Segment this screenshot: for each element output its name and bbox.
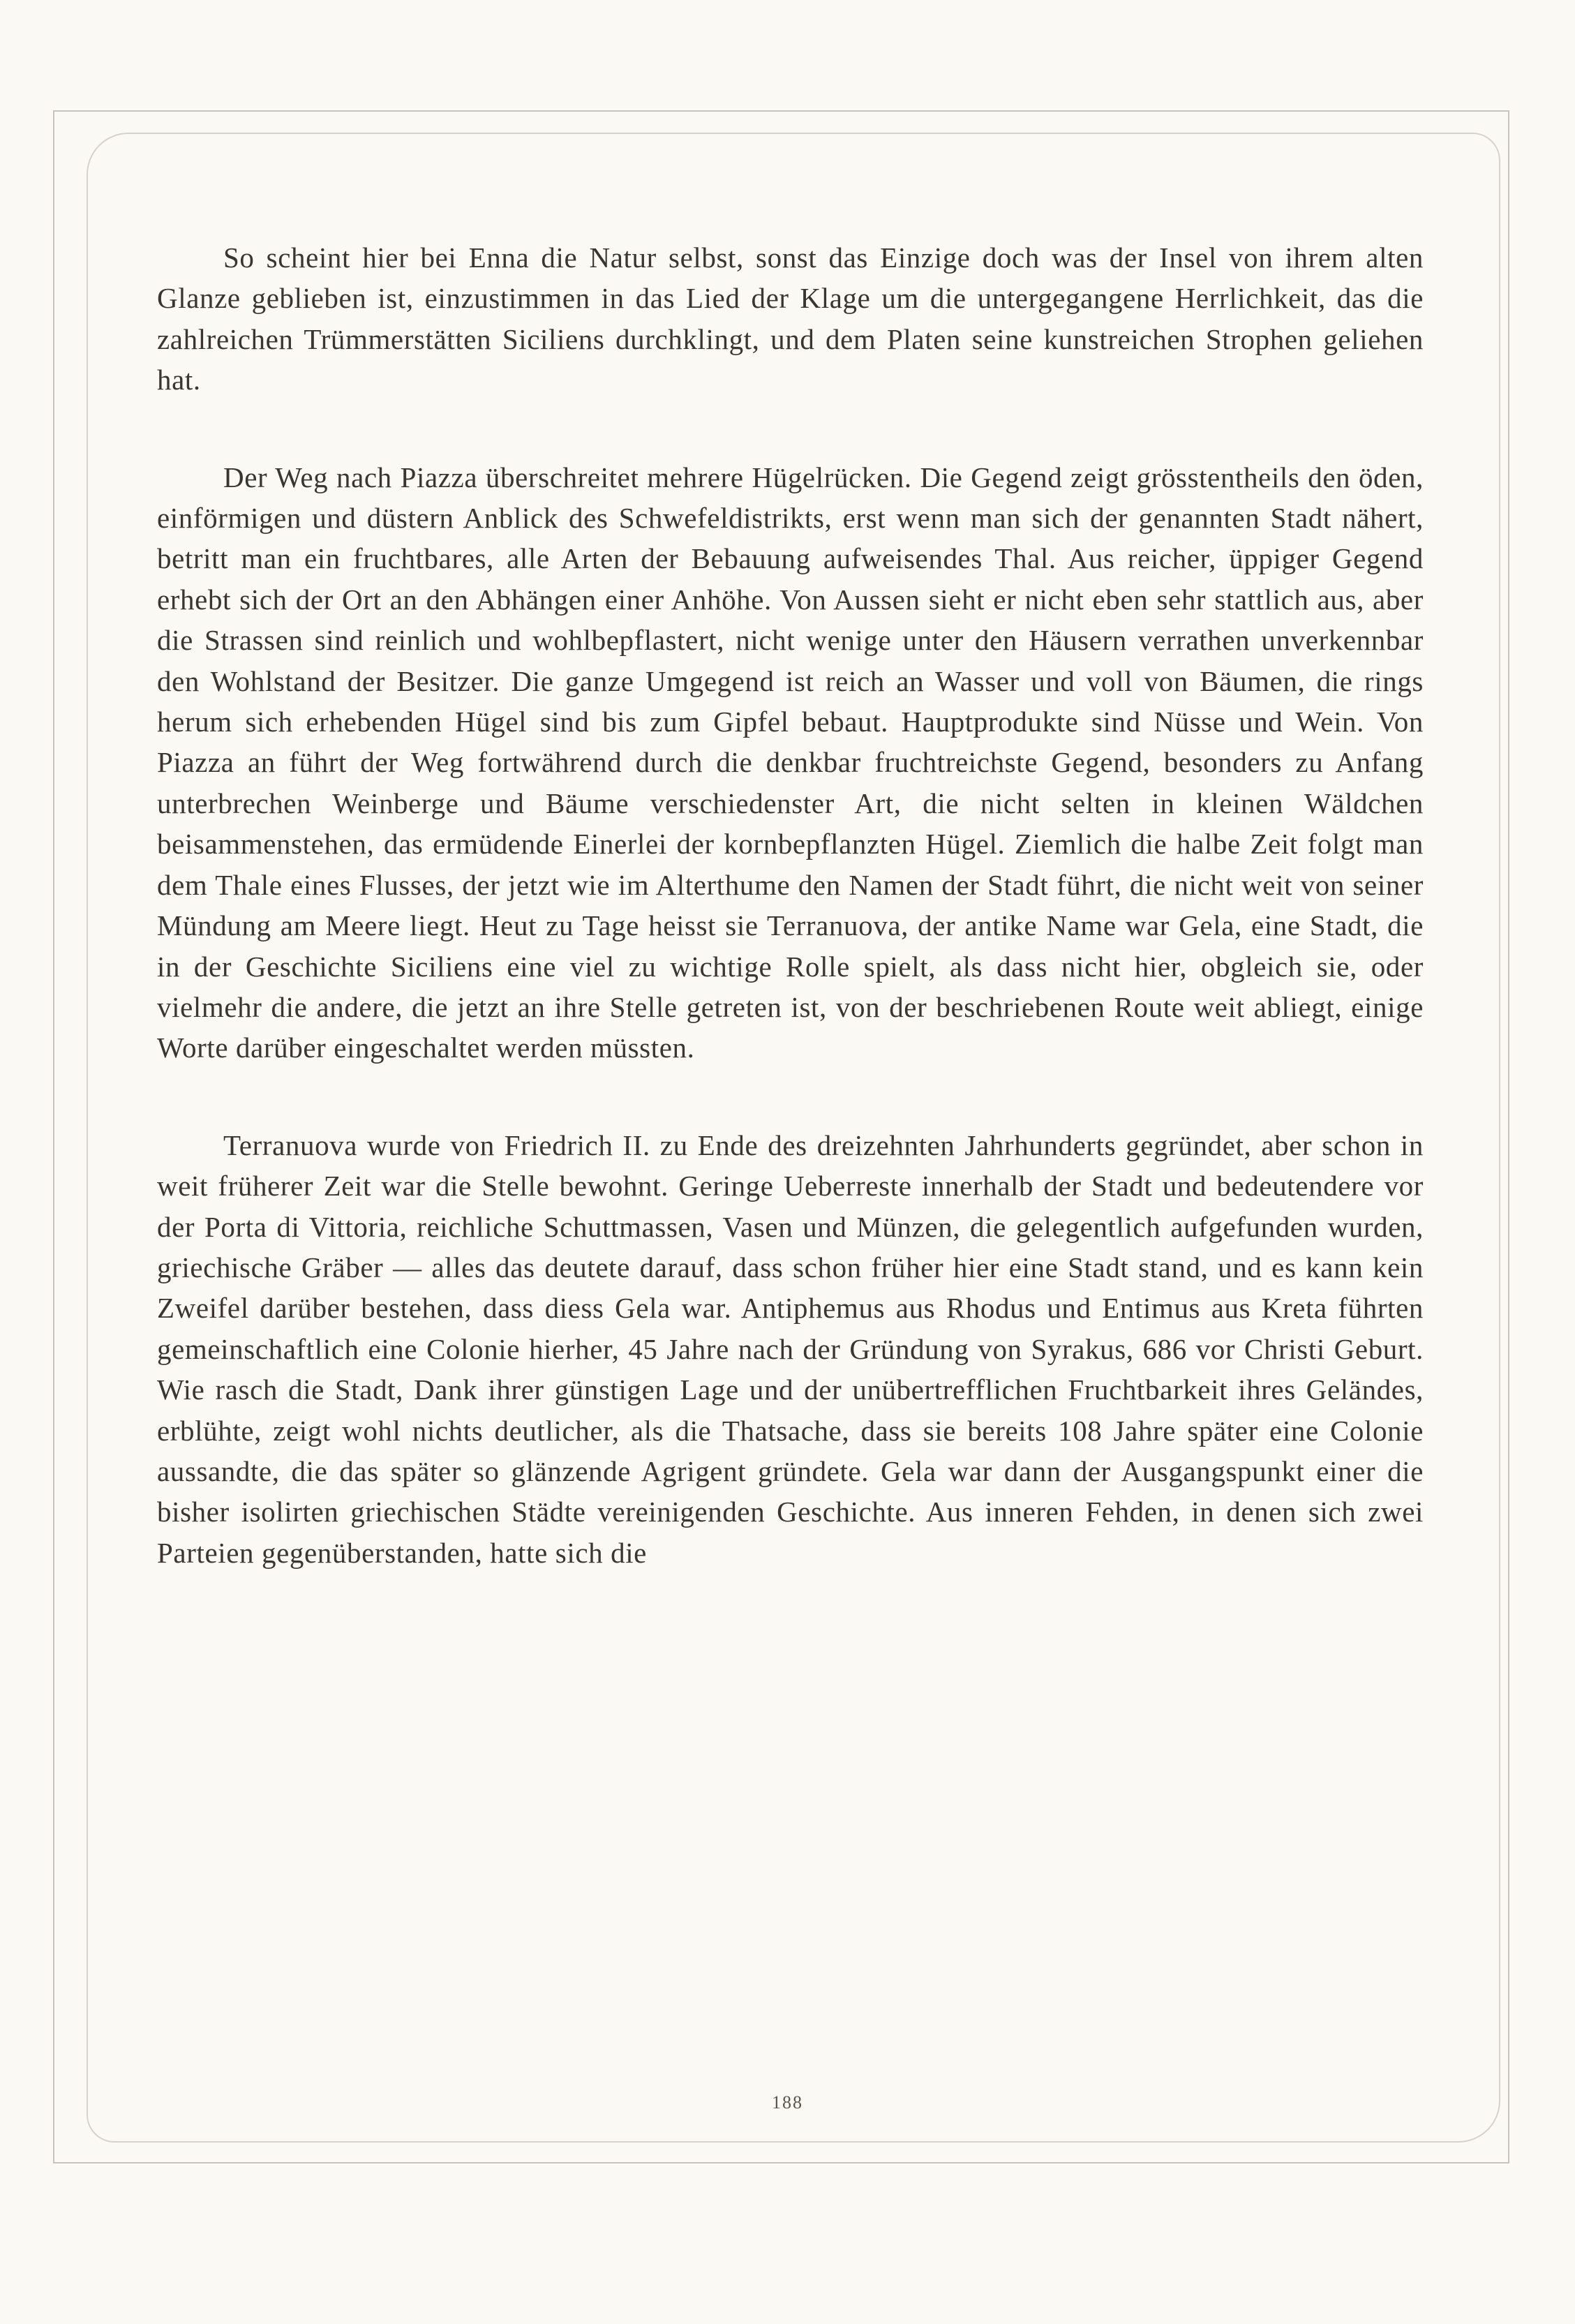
paragraph-enna: So scheint hier bei Enna die Natur selbst, sonst das Einzige doch was der Insel von ihrem alten Glanze geblieben ist, einzustimmen in das Lied der Klage um die untergegangene Herrlichkeit, das die zahlreichen Trümmerstätten Siciliens durchklingt, und dem Platen seine kunstreichen Strophen geliehen hat.: [157, 241, 1424, 396]
paragraph-terranuova: Terranuova wurde von Friedrich II. zu Ende des dreizehnten Jahrhunderts gegründet, aber schon in weit früherer Zeit war die Stelle bewohnt. Geringe Ueberreste innerhalb der Stadt und bedeutendere vor der Porta di Vittoria, reichliche Schuttmassen, Vasen und Münzen, die gelegentlich aufgefunden wurden, griechische Gräber — alles das deutete darauf, dass schon früher hier eine Stadt stand, und es kann kein Zweifel darüber bestehen, dass diess Gela war. Antiphemus aus Rhodus und Entimus aus Kreta führten gemeinschaftlich eine Colonie hierher, 45 Jahre nach der Gründung von Syrakus, 686 vor Christi Geburt. Wie rasch die Stadt, Dank ihrer günstigen Lage und der unübertrefflichen Fruchtbarkeit ihres Geländes, erblühte, zeigt wohl nichts deutlicher, als die Thatsache, dass sie bereits 108 Jahre später eine Colonie aussandte, die das später so glänzende Agrigent gründete. Gela war dann der Ausgangspunkt einer die bisher isolirten griechischen Städte vereinigenden Geschichte. Aus inneren Fehden, in denen sich zwei Parteien gegenüberstanden, hatte sich die: [157, 1129, 1424, 1569]
paragraph-piazza: Der Weg nach Piazza überschreitet mehrere Hügelrücken. Die Gegend zeigt grösstentheils den öden, einförmigen und düstern Anblick des Schwefeldistrikts, erst wenn man sich der genannten Stadt nähert, betritt man ein fruchtbares, alle Arten der Bebauung aufweisendes Thal. Aus reicher, üppiger Gegend erhebt sich der Ort an den Abhängen einer Anhöhe. Von Aussen sieht er nicht eben sehr stattlich aus, aber die Strassen sind reinlich und wohlbepflastert, nicht wenige unter den Häusern verrathen unverkennbar den Wohlstand der Besitzer. Die ganze Umgegend ist reich an Wasser und voll von Bäumen, die rings herum sich erhebenden Hügel sind bis zum Gipfel bebaut. Hauptprodukte sind Nüsse und Wein. Von Piazza an führt der Weg fortwährend durch die denkbar fruchtreichste Gegend, besonders zu Anfang unterbrechen Weinberge und Bäume verschiedenster Art, die nicht selten in kleinen Wäldchen beisammenstehen, das ermüdende Einerlei der kornbepflanzten Hügel. Ziemlich die halbe Zeit folgt man dem Thale eines Flusses, der jetzt wie im Alterthume den Namen der Stadt führt, die nicht weit von seiner Mündung am Meere liegt. Heut zu Tage heisst sie Terranuova, der antike Name war Gela, eine Stadt, die in der Geschichte Siciliens eine viel zu wichtige Rolle spielt, als dass nicht hier, obgleich sie, oder vielmehr die andere, die jetzt an ihre Stelle getreten ist, von der beschriebenen Route weit abliegt, einige Worte darüber eingeschaltet werden müssten.: [157, 461, 1424, 1064]
body-text: [157, 237, 1424, 1573]
page-number: 188: [772, 2092, 803, 2113]
